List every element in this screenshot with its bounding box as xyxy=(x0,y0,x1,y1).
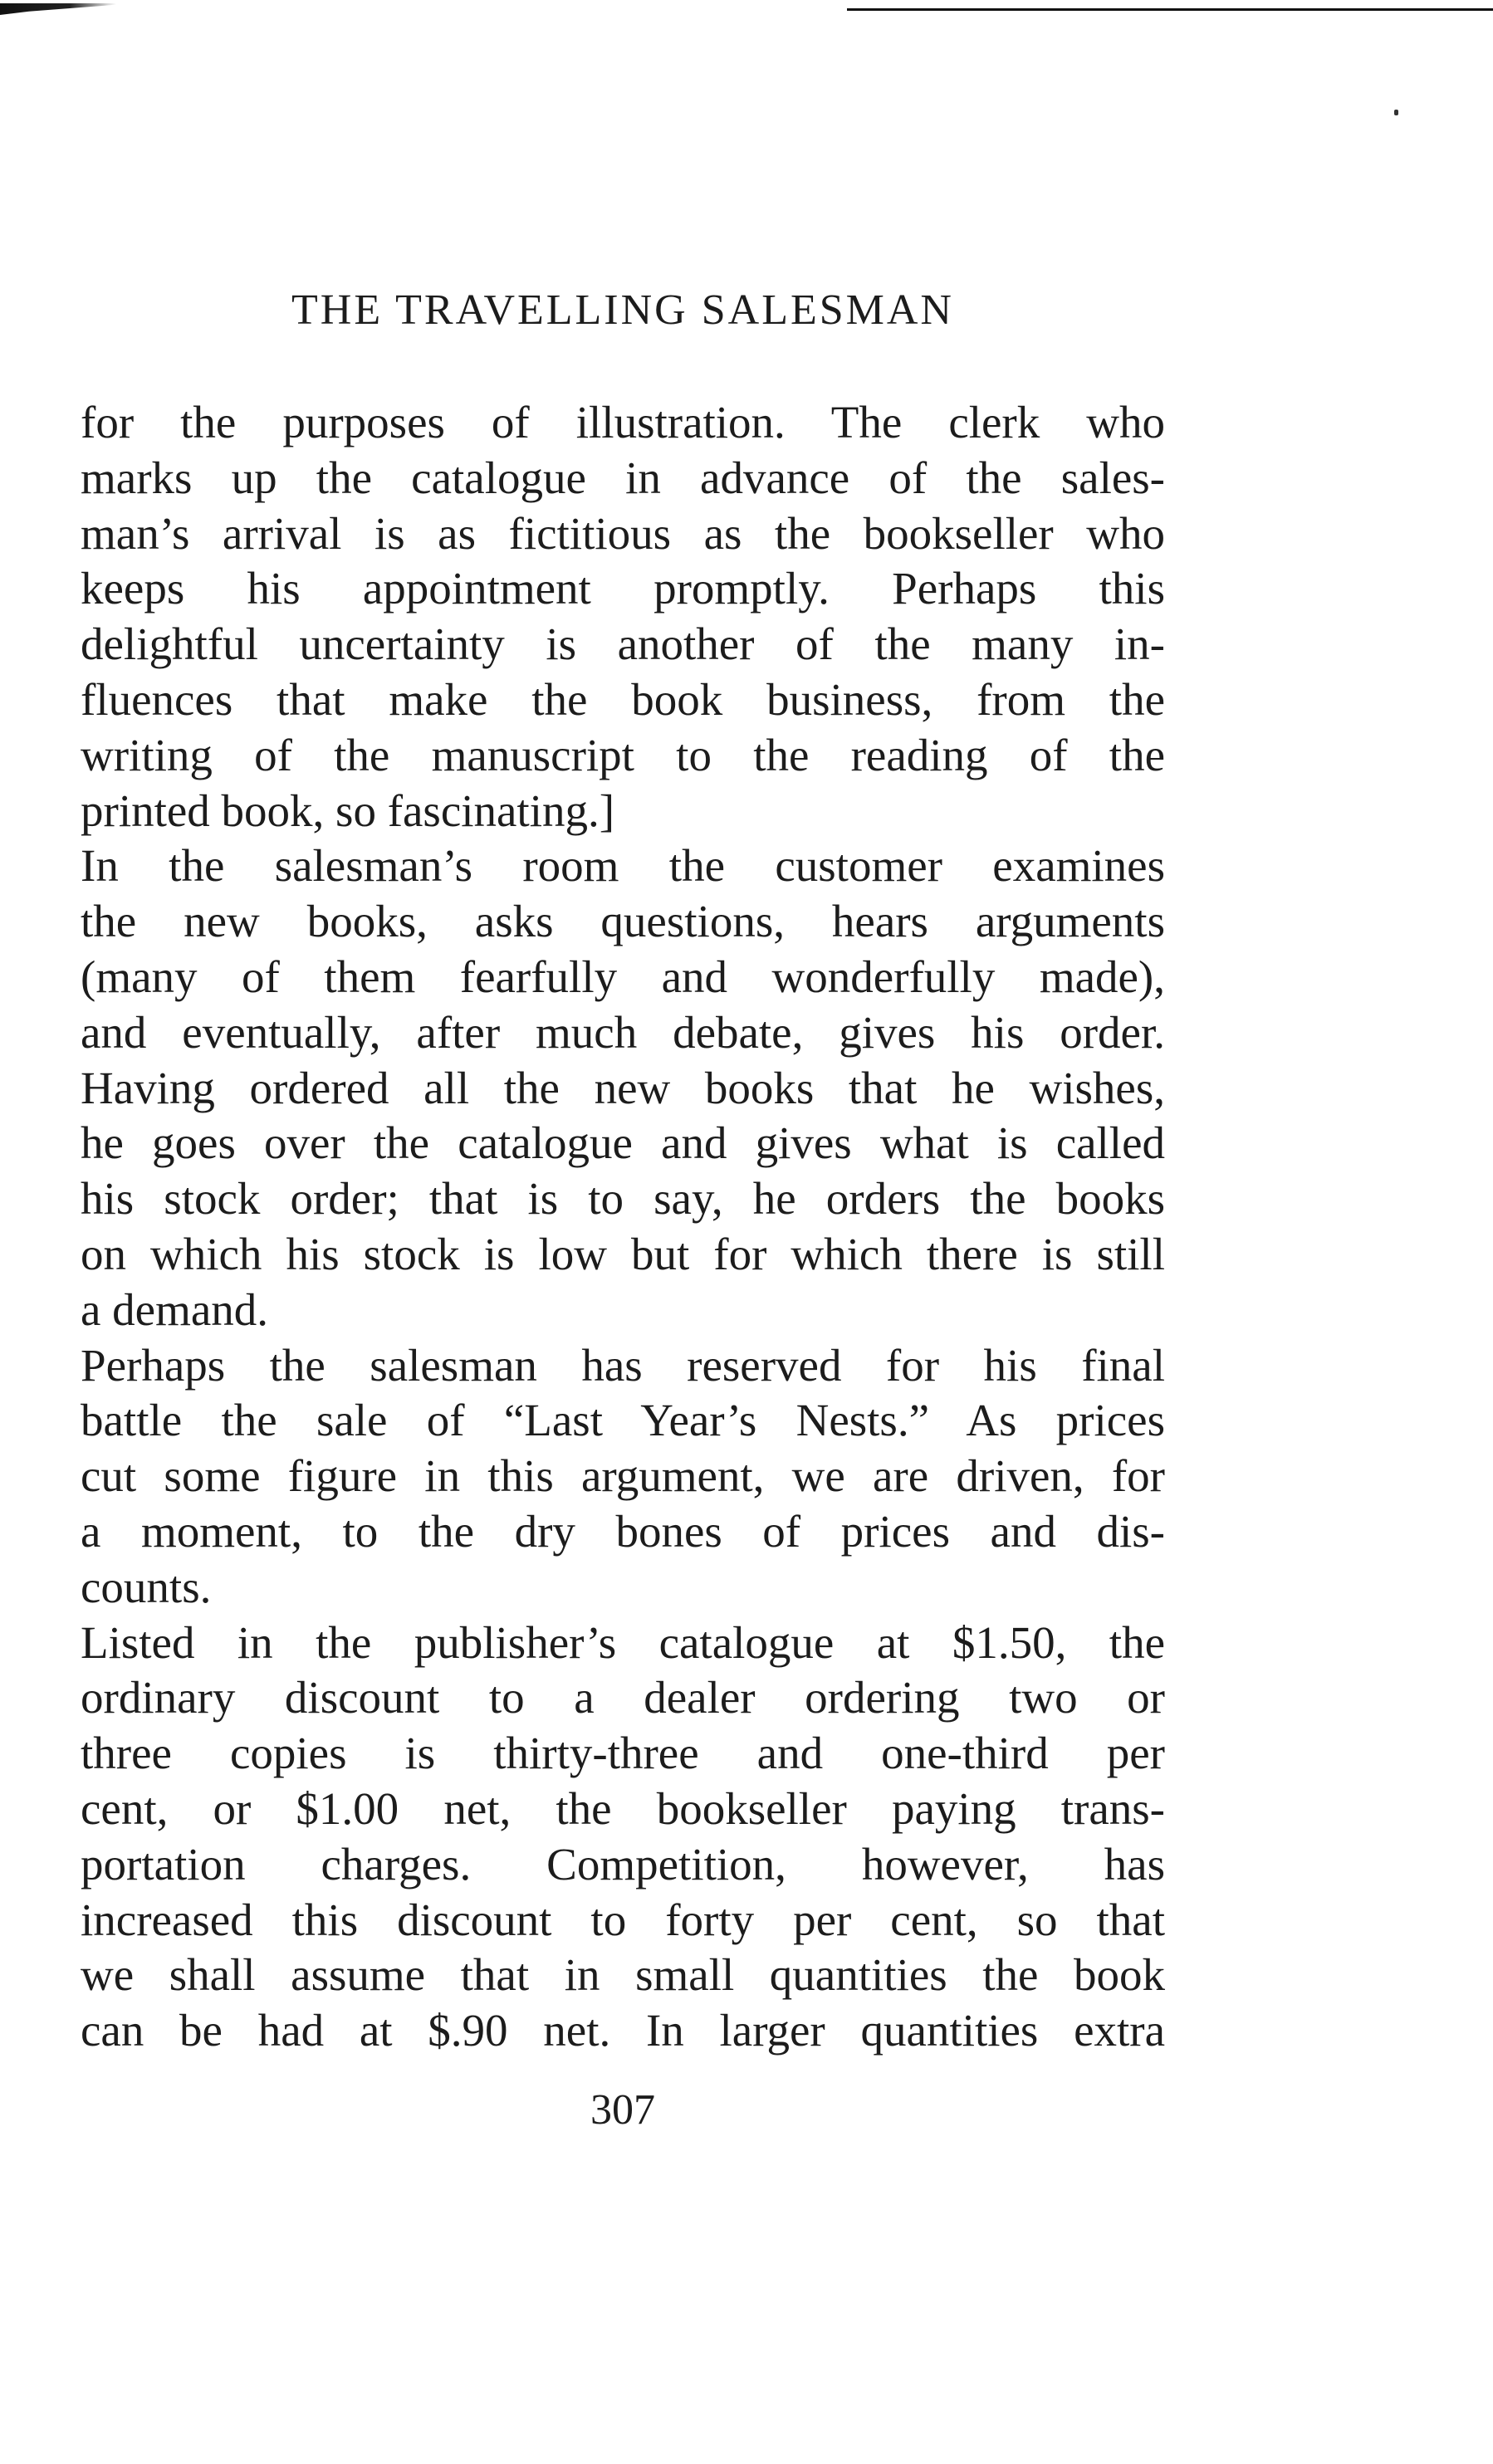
text-line: can be had at $.90 net. In larger quantities extra xyxy=(81,2005,1165,2056)
text-line: cent, or $1.00 net, the bookseller paying trans- xyxy=(81,1782,1165,1834)
text-line: ordinary discount to a dealer ordering two or xyxy=(81,1672,1165,1723)
text-line: marks up the catalogue in advance of the sales- xyxy=(81,452,1165,503)
text-line: the new books, asks questions, hears arguments xyxy=(81,896,1165,947)
text-line: Perhaps the salesman has reserved for his final xyxy=(81,1339,1165,1391)
scan-speck xyxy=(1394,110,1398,115)
text-line: we shall assume that in small quantities the book xyxy=(81,1949,1165,2001)
text-line: cut some figure in this argument, we are driven, for xyxy=(81,1450,1165,1502)
running-head: THE TRAVELLING SALESMAN xyxy=(291,286,954,334)
page-number: 307 xyxy=(590,2086,655,2134)
text-line: Listed in the publisher’s catalogue at $1.50, the xyxy=(81,1616,1165,1668)
text-line: battle the sale of “Last Year’s Nests.” As prices xyxy=(81,1395,1165,1446)
text-line: keeps his appointment promptly. Perhaps this xyxy=(81,563,1165,614)
text-line: fluences that make the book business, from the xyxy=(81,673,1165,725)
text-line: on which his stock is low but for which there is still xyxy=(81,1228,1165,1279)
scan-edge-rule xyxy=(847,8,1493,11)
text-line: Having ordered all the new books that he wishes, xyxy=(81,1062,1165,1113)
text-line: a moment, to the dry bones of prices and dis- xyxy=(81,1505,1165,1557)
text-line: portation charges. Competition, however, has xyxy=(81,1838,1165,1890)
scan-edge-mark xyxy=(0,3,116,15)
text-line: (many of them fearfully and wonderfully made), xyxy=(81,951,1165,1002)
text-line: counts. xyxy=(81,1561,212,1612)
text-line: printed book, so fascinating.] xyxy=(81,785,615,836)
text-line: his stock order; that is to say, he orders the books xyxy=(81,1173,1165,1225)
text-line: man’s arrival is as fictitious as the bookseller who xyxy=(81,507,1165,559)
text-line: three copies is thirty-three and one-third per xyxy=(81,1728,1165,1779)
text-line: writing of the manuscript to the reading of the xyxy=(81,729,1165,780)
text-line: increased this discount to forty per cent, so that xyxy=(81,1894,1165,1945)
text-line: In the salesman’s room the customer examines xyxy=(81,840,1165,892)
text-line: for the purposes of illustration. The clerk who xyxy=(81,397,1165,447)
text-line: a demand. xyxy=(81,1283,269,1335)
text-line: he goes over the catalogue and gives what is called xyxy=(81,1117,1165,1169)
text-line: and eventually, after much debate, gives his order. xyxy=(81,1006,1165,1058)
text-line: delightful uncertainty is another of the many in- xyxy=(81,618,1165,670)
body-text xyxy=(81,395,1165,2059)
